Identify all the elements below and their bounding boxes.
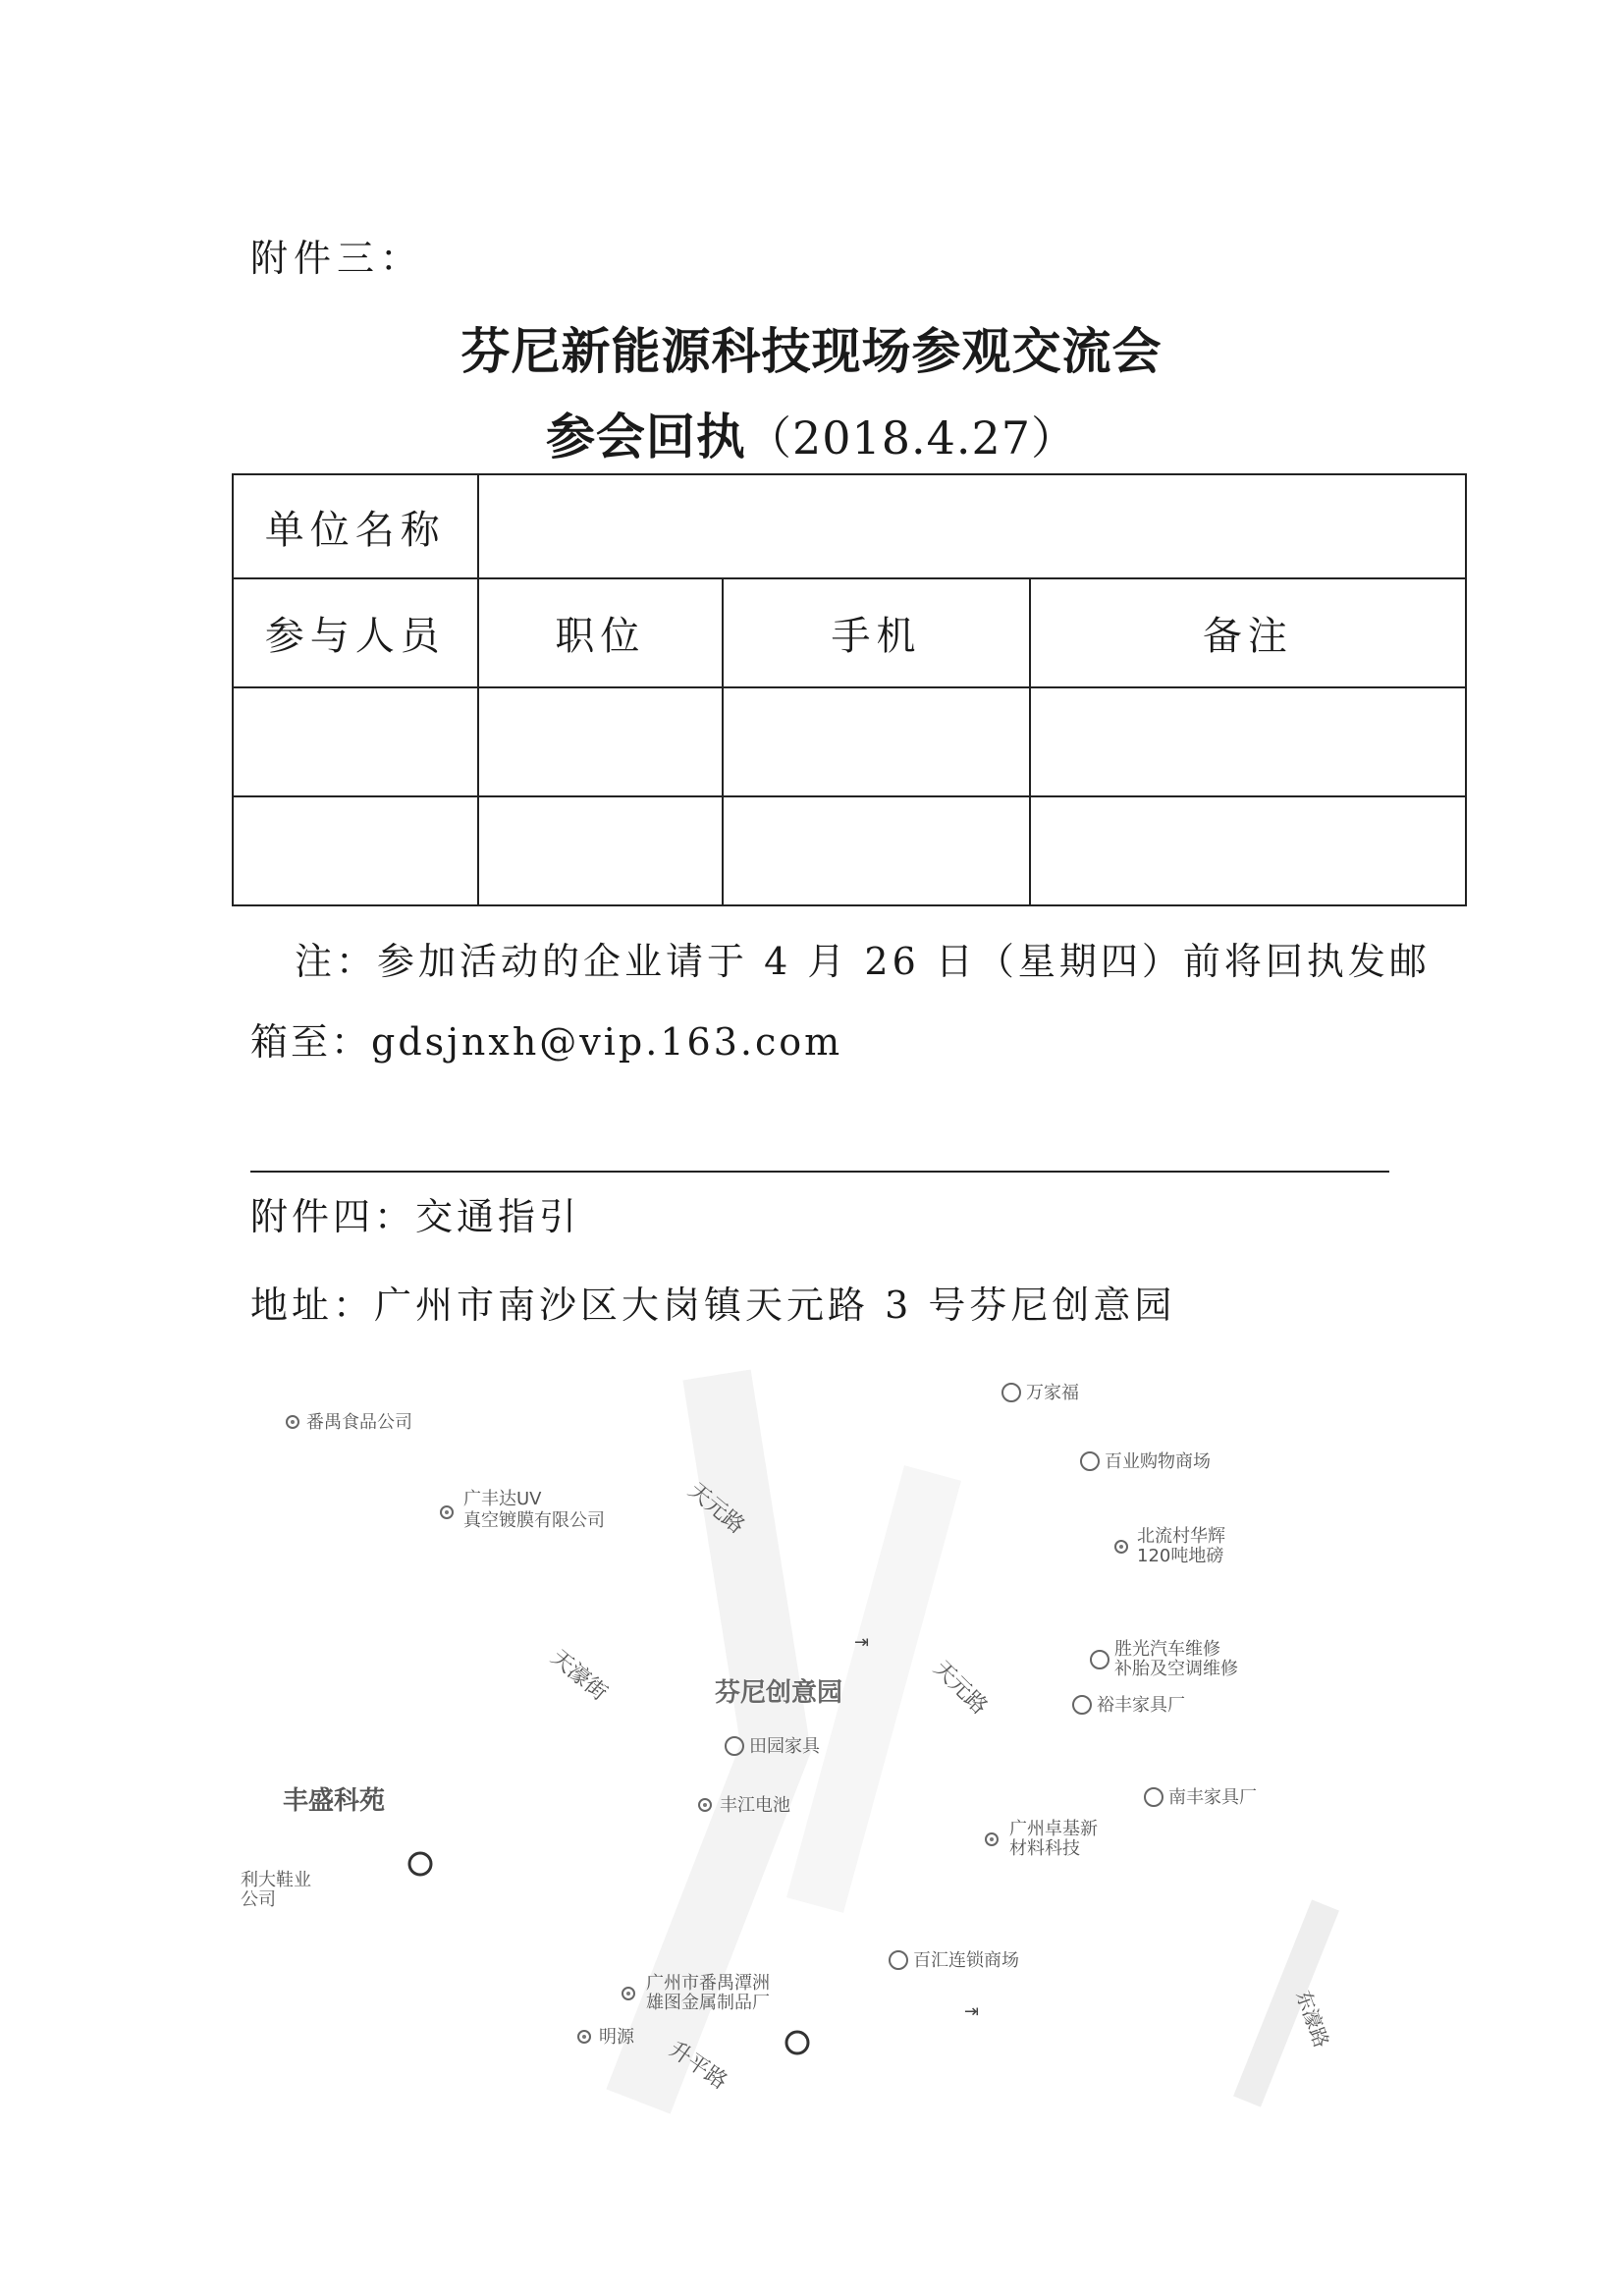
poi-label: 广丰达UV: [463, 1489, 542, 1509]
poi-label: 田园家具: [749, 1736, 820, 1757]
shop-icon: [1081, 1452, 1099, 1470]
poi-label: 裕丰家具厂: [1097, 1695, 1185, 1716]
poi-label: 北流村华辉: [1137, 1526, 1225, 1547]
unit-name-field[interactable]: [478, 474, 1466, 578]
entrance-icon: ⇥: [854, 1632, 870, 1653]
map-road-label: 天濠街: [546, 1645, 612, 1707]
cell-position[interactable]: [478, 687, 724, 796]
cell-remarks[interactable]: [1030, 687, 1466, 796]
poi-label: 补胎及空调维修: [1114, 1659, 1238, 1679]
cell-participant[interactable]: [233, 796, 478, 905]
col-position: 职位: [478, 578, 724, 687]
receipt-form: [232, 473, 1467, 906]
note-line-2: 箱至：gdsjnxh@vip.163.com: [250, 1020, 843, 1064]
subtitle-date: （2018.4.27）: [745, 411, 1078, 465]
doc-subtitle: [0, 398, 1623, 468]
poi-label: 万家福: [1026, 1383, 1079, 1403]
map-area-label: 丰盛科苑: [283, 1786, 386, 1816]
furniture-icon: [1073, 1696, 1091, 1714]
poi-dot: [445, 1510, 449, 1514]
divider: [250, 1171, 1389, 1173]
poi-label: 雄图金属制品厂: [646, 1993, 770, 2013]
poi-dot: [291, 1420, 295, 1424]
table-row: [233, 687, 1466, 796]
poi-label: 广州市番禺潭洲: [646, 1973, 770, 1994]
poi-label: 真空镀膜有限公司: [463, 1510, 605, 1531]
attachment-4-label: 附件四：交通指引: [250, 1195, 581, 1238]
shop-icon: [890, 1951, 907, 1969]
map-road-label: 天元路: [683, 1478, 749, 1540]
poi-label: 百业购物商场: [1105, 1451, 1211, 1472]
poi-label: 材料科技: [1009, 1838, 1080, 1859]
table-row: [233, 796, 1466, 905]
map-road-label: 天元路: [928, 1656, 993, 1720]
note-line-1: 注：参加活动的企业请于 4 月 26 日（星期四）前将回执发邮: [295, 940, 1431, 983]
poi-label: 利大鞋业: [241, 1870, 311, 1890]
cell-phone[interactable]: [723, 796, 1030, 905]
traffic-map: [226, 1355, 1365, 2121]
attachment-3-label: 附件三：: [250, 237, 424, 280]
car-service-icon: [1091, 1651, 1109, 1668]
unit-name-label: 单位名称: [233, 474, 478, 578]
cell-remarks[interactable]: [1030, 796, 1466, 905]
col-remarks: 备注: [1030, 578, 1466, 687]
map-road-label: 东濠路: [1291, 1987, 1334, 2051]
cell-participant[interactable]: [233, 687, 478, 796]
doc-title: 芬尼新能源科技现场参观交流会: [460, 322, 1163, 380]
poi-label: 胜光汽车维修: [1114, 1639, 1220, 1660]
map-center-label: 芬尼创意园: [715, 1678, 843, 1708]
poi-label: 明源: [599, 2027, 634, 2048]
col-participant: 参与人员: [233, 578, 478, 687]
entrance-icon: ⇥: [964, 2001, 980, 2022]
poi-dot: [1119, 1545, 1123, 1549]
form-row-unit: [233, 474, 1466, 578]
bus-stop-icon: [786, 2032, 808, 2053]
cell-position[interactable]: [478, 796, 724, 905]
poi-dot: [703, 1803, 707, 1807]
poi-dot: [626, 1992, 630, 1995]
subtitle-text: 参会回执: [545, 408, 746, 465]
cell-phone[interactable]: [723, 687, 1030, 796]
map-road-label: 升平路: [664, 2037, 731, 2095]
poi-label: 120吨地磅: [1137, 1546, 1224, 1566]
bus-stop-icon: [409, 1853, 431, 1875]
poi-label: 广州卓基新: [1009, 1819, 1098, 1839]
address: 地址：广州市南沙区大岗镇天元路 3 号芬尼创意园: [250, 1284, 1176, 1327]
poi-label: 公司: [241, 1889, 276, 1910]
poi-dot: [990, 1837, 994, 1841]
poi-label: 番禺食品公司: [306, 1412, 412, 1433]
shop-icon: [1002, 1384, 1020, 1401]
col-phone: 手机: [723, 578, 1030, 687]
poi-dot: [582, 2035, 586, 2039]
form-header-row: [233, 578, 1466, 687]
poi-label: 百汇连锁商场: [913, 1950, 1019, 1971]
poi-label: 南丰家具厂: [1168, 1787, 1257, 1808]
poi-label: 丰江电池: [720, 1795, 790, 1816]
furniture-icon: [1145, 1788, 1163, 1806]
